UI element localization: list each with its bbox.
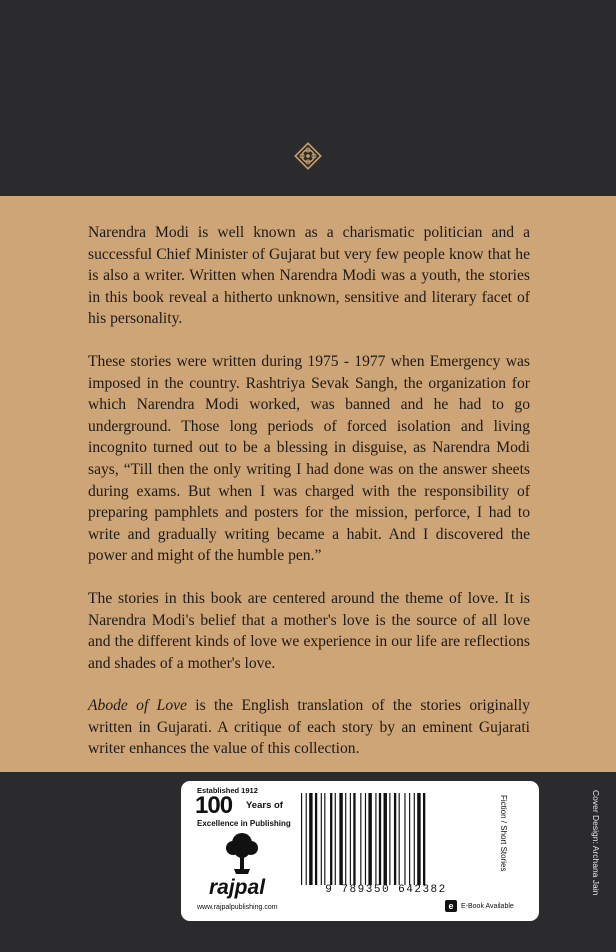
book-title: Abode of Love xyxy=(88,697,187,715)
publisher-logo: rajpal xyxy=(209,876,266,899)
barcode-bar xyxy=(409,793,410,885)
barcode-bar xyxy=(309,793,312,885)
barcode-bar xyxy=(404,793,405,885)
barcode-bar xyxy=(353,793,355,885)
ebook-icon: e xyxy=(445,900,457,912)
tree-icon xyxy=(225,831,259,875)
barcode-bar xyxy=(345,793,346,885)
barcode-bar xyxy=(389,793,390,885)
book-blurb xyxy=(88,222,530,781)
ornate-flower-icon xyxy=(294,142,322,170)
barcode-bar xyxy=(339,793,342,885)
barcode-bar xyxy=(379,793,381,885)
blurb-paragraph-1: Narendra Modi is well known as a charismatic politician and a successful Chief Minister of Gujarat but very few people know that he is also a writer. Written when Narendra Modi was a youth, the stories in this book reveal a hitherto unknown, sensitive and literary facet of his personality. xyxy=(88,224,530,328)
barcode-bar xyxy=(414,793,415,885)
years-of-text: Years of xyxy=(246,800,283,811)
barcode-bar xyxy=(350,793,351,885)
barcode-bar xyxy=(365,793,366,885)
excellence-text: Excellence in Publishing xyxy=(197,819,291,828)
barcode-bar xyxy=(330,793,332,885)
barcode-bar xyxy=(417,793,420,885)
blurb-paragraph-3: The stories in this book are centered around the theme of love. It is Narendra Modi's belief that a mother's love is the source of all love and the different kinds of love we experience in our life are reflections and shades of a mother's love. xyxy=(88,589,530,672)
barcode-bar xyxy=(423,793,425,885)
barcode-bar xyxy=(315,793,317,885)
isbn-number: 9 789350 642382 xyxy=(325,884,447,896)
isbn-barcode xyxy=(299,793,474,885)
barcode-bar xyxy=(360,793,361,885)
publisher-website: www.rajpalpublishing.com xyxy=(197,904,278,911)
ebook-available-text: E-Book Available xyxy=(461,903,514,910)
barcode-bar xyxy=(375,793,376,885)
cover-design-credit: Cover Design: Archana Jain xyxy=(591,790,601,896)
barcode-bar xyxy=(368,793,371,885)
barcode-bar xyxy=(321,793,322,885)
blurb-paragraph-4-text: is the English translation of the stories originally written in Gujarati. A critique of each story by an eminent Gujarati writer enhances the value of this collection. xyxy=(88,697,531,758)
publisher-barcode-label xyxy=(181,781,539,921)
blurb-paragraph-4 xyxy=(88,695,530,760)
barcode-bar xyxy=(335,793,336,885)
blurb-paragraph-2: These stories were written during 1975 - 1977 when Emergency was imposed in the country. Rashtriya Sevak Sangh, the organization for which Narendra Modi worked, was banned and he had to go underground. Those long periods of forced isolation and living incognito turned out to be a blessing in disguise, as Narendra Modi says, “Till then the only writing I had done was on the answer sheets during exams. But when I was charged with the responsibility of preparing pamphlets and posters for the mission, perforce, I had to write and gradually writing became a habit. And I discovered the power and might of the humble pen.” xyxy=(88,352,530,565)
book-category: Fiction / Short Stories xyxy=(499,795,508,872)
hundred-years-number: 100 xyxy=(195,792,233,819)
established-text: Established 1912 xyxy=(197,786,258,795)
barcode-bar xyxy=(306,793,307,885)
barcode-bar xyxy=(399,793,400,885)
barcode-bar xyxy=(384,793,387,885)
barcode-bar xyxy=(324,793,325,885)
barcode-bar xyxy=(394,793,396,885)
top-dark-panel xyxy=(0,0,616,196)
barcode-bar xyxy=(301,793,302,885)
